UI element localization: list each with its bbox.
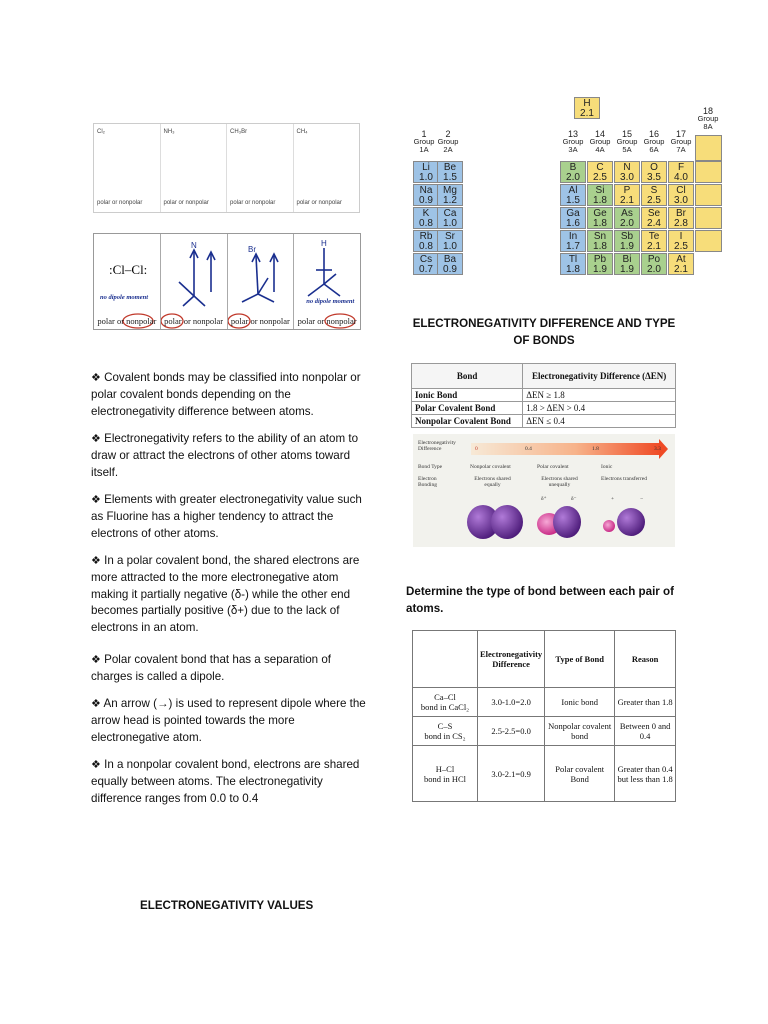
group-header-part: 7A [676,145,686,154]
element-cell [560,207,586,229]
element-symbol: Ge [593,208,607,219]
electronegativity-value: 2.0 [566,172,580,183]
element-symbol: S [650,185,658,196]
group-header [641,130,667,154]
element-cell [641,253,667,275]
bond-cell: Ionic Bond [412,389,523,402]
bonding-desc: Electrons transferred [601,476,647,482]
bond-type: Ionic [601,464,613,470]
answer-choice: polar or nonpolar [164,316,224,326]
element-cell [614,253,640,275]
header-diff: Electronegativity Difference [478,631,545,688]
choice-label: polar or nonpolar [230,200,276,206]
element-symbol: Mg [443,185,457,196]
group-header-part: 16 [648,129,659,139]
diff-cell: ΔEN ≤ 0.4 [523,415,676,428]
diff-cell: 3.0-2.1=0.9 [478,746,545,802]
bullet-6 [91,696,366,746]
electronegativity-value: 1.8 [593,241,607,252]
molecule-label: CH₃Br [230,129,248,135]
element-symbol: Se [647,208,661,219]
group-header-part: 3A [568,145,578,154]
element-symbol: Te [648,231,660,242]
element-cell [587,207,613,229]
group-header-part: Group [697,114,719,123]
bond-type-table [411,363,676,428]
header-type: Type of Bond [545,631,615,688]
electronegativity-value: 2.5 [647,195,661,206]
bullet-5 [91,652,366,686]
element-cell [413,184,439,206]
group-header [435,130,461,154]
type-cell: Ionic bond [545,688,615,717]
electronegativity-value: 2.1 [674,264,688,275]
pair: H–Cl [435,763,455,774]
bullet-marker: ❖ [91,555,101,567]
element-cell [587,253,613,275]
element-symbol: H [583,98,591,109]
electronegativity-value: 4.0 [674,172,688,183]
bullet-marker: ❖ [91,372,101,384]
bullet-marker: ❖ [91,654,101,666]
group-header-part: 14 [594,129,605,139]
group-header-part: Group [616,137,638,146]
molecule-label: NH₃ [163,129,175,135]
electronegativity-value: 1.7 [566,241,580,252]
diff-cell: 2.5-2.5=0.0 [478,717,545,746]
header-pair [413,631,478,688]
electronegativity-value: 2.0 [647,264,661,275]
element-cell [641,184,667,206]
bullet-1 [91,370,366,420]
element-symbol: Sb [620,231,634,242]
bullet-text: Elements with greater electronegativity value such as Fluorine has a higher tendency to attract the electrons of other atoms. [91,493,362,540]
element-symbol: Li [422,162,430,173]
element-symbol: Ba [443,254,457,265]
electronegativity-value: 1.0 [443,241,457,252]
element-cell-empty [695,161,722,183]
electronegativity-value: 1.5 [566,195,580,206]
charge-label: δ⁻ [571,496,577,502]
element-cell [437,253,463,275]
group-header-part: 17 [675,129,686,139]
molecule-label: CH₄ [296,129,308,135]
svg-text::Cl–Cl:: :Cl–Cl: [109,262,148,277]
table-row [412,415,676,428]
electronegativity-value: 0.9 [443,264,457,275]
electronegativity-value: 0.8 [419,241,433,252]
pair-compound: bond in HCl [423,773,467,784]
tick-label: 0 [475,446,478,452]
group-header-part: 5A [622,145,632,154]
element-symbol: Cs [419,254,433,265]
element-symbol: I [679,231,683,242]
bullet-2 [91,431,366,481]
bullet-marker: ❖ [91,698,101,710]
bullet-4 [91,553,366,637]
no-dipole-note: no dipole moment [100,294,149,301]
table-row [413,717,676,746]
element-symbol: As [621,208,633,219]
element-symbol: Ca [443,208,457,219]
electronegativity-value: 2.1 [580,108,594,119]
group-header-part: 15 [621,129,632,139]
bond-type: Polar covalent [537,464,569,470]
element-symbol: Tl [568,254,578,265]
electronegativity-value: 2.4 [647,218,661,229]
element-symbol: Na [419,185,433,196]
element-symbol: P [623,185,631,196]
header-reason: Reason [615,631,676,688]
molecule-orbitals-illustration [413,500,675,547]
element-cell [413,207,439,229]
element-cell [614,161,640,183]
bullet-text: An arrow (→) is used to represent dipole where the arrow head is pointed towards the more electronegative atom. [91,697,366,744]
pair-compound: bond in CaCl₂ [420,702,470,712]
table-row [413,746,676,802]
group-header-part: 2 [445,129,451,139]
table-row [413,688,676,717]
type-cell: Nonpolar covalent bond [545,717,615,746]
electronegativity-value: 2.1 [620,195,634,206]
bullet-marker: ❖ [91,433,101,445]
group-header [411,130,437,154]
group-header-part: Group [437,137,459,146]
element-cell-empty [695,135,722,161]
element-cell [437,161,463,183]
type-cell: Polar covalent Bond [545,746,615,802]
svg-text:N: N [190,241,197,250]
pair: Ca–Cl [434,692,456,702]
table-row [412,402,676,415]
element-cell-empty [695,230,722,252]
charge-label: − [640,496,644,502]
heading-difference: ELECTRONEGATIVITY DIFFERENCE AND TYPE OF BONDS [412,317,676,347]
choice-label: polar or nonpolar [296,200,342,206]
electronegativity-value: 3.0 [674,195,688,206]
group-header [695,107,721,131]
element-cell [560,161,586,183]
element-cell-empty [695,184,722,206]
reason-cell: Between 0 and 0.4 [615,717,676,746]
answer-choice: polar or nonpolar [297,316,357,326]
table-header-row [412,364,676,389]
electronegativity-value: 0.9 [419,195,433,206]
molecule-label: Cl₂ [97,129,105,135]
gradient-bar [471,443,661,455]
bullet-3 [91,492,366,542]
electronegativity-value: 1.0 [419,172,433,183]
charge-label: δ⁺ [541,496,547,502]
bullet-text: Electronegativity refers to the ability of an atom to draw or attract the electrons of other atoms toward itself. [91,432,359,479]
no-dipole-note: no dipole moment [306,298,355,305]
reason-cell: Greater than 1.8 [615,688,676,717]
group-header [614,130,640,154]
electronegativity-value: 0.7 [419,264,433,275]
electronegativity-value: 1.5 [443,172,457,183]
element-cell [560,230,586,252]
element-cell [560,184,586,206]
element-cell [413,230,439,252]
element-symbol: Cl [676,185,686,196]
element-symbol: B [569,162,577,173]
group-header [587,130,613,154]
tick-label: 3.3 [654,446,661,452]
choice-label: polar or nonpolar [97,200,143,206]
element-cell [668,207,694,229]
element-symbol: Pb [593,254,607,265]
heading-electronegativity-values: ELECTRONEGATIVITY VALUES [140,899,314,912]
element-cell [614,230,640,252]
table-header-row [413,631,676,688]
element-symbol: C [596,162,604,173]
reason-cell: Greater than 0.4 but less than 1.8 [615,746,676,802]
element-cell [413,161,439,183]
electronegativity-value: 1.2 [443,195,457,206]
group-header-part: 18 [702,106,713,116]
pair: C–S [437,721,453,731]
element-symbol: Al [568,185,578,196]
heading-determine: Determine the type of bond between each pair of atoms. [406,585,674,615]
group-header-part: Group [413,137,435,146]
electronegativity-value: 1.9 [593,264,607,275]
diff-cell: 3.0-1.0=2.0 [478,688,545,717]
element-cell-h [574,97,600,119]
group-header-part: 2A [443,145,453,154]
group-header-part: 8A [703,122,713,131]
element-cell [587,161,613,183]
bond-cell: Nonpolar Covalent Bond [412,415,523,428]
charge-label: + [611,496,615,502]
element-cell [641,161,667,183]
electronegativity-value: 2.5 [674,241,688,252]
bond-spectrum-figure [413,434,675,547]
group-header-part: 4A [595,145,605,154]
electronegativity-value: 1.8 [593,195,607,206]
bonding-desc: Electrons shared equally [474,476,511,488]
spectrum-label: Electronegativity Difference [418,440,456,452]
element-symbol: K [422,208,430,219]
element-cell-empty [695,207,722,229]
group-header-part: 1 [421,129,427,139]
tick-label: 0.4 [525,446,532,452]
element-cell [641,230,667,252]
pair-cell [413,717,478,746]
bullet-text: Covalent bonds may be classified into nonpolar or polar covalent bonds depending on the electronegativity difference between atoms. [91,371,361,418]
electronegativity-value: 3.5 [647,172,661,183]
electronegativity-value: 3.0 [620,172,634,183]
svg-text:H: H [321,239,328,248]
element-symbol: Si [595,185,605,196]
electronegativity-value: 1.9 [620,241,634,252]
element-symbol: Sn [593,231,607,242]
bullet-text: Polar covalent bond that has a separation of charges is called a dipole. [91,653,331,683]
bonding-desc: Electrons shared unequally [541,476,578,488]
tick-label: 1.8 [592,446,599,452]
electronegativity-value: 1.9 [620,264,634,275]
electronegativity-value: 1.8 [566,264,580,275]
group-header-part: Group [643,137,665,146]
electronegativity-value: 2.0 [620,218,634,229]
pair-compound: bond in CS₂ [424,731,466,741]
element-cell [668,161,694,183]
group-header-part: Group [670,137,692,146]
element-cell [560,253,586,275]
electronegativity-value: 2.1 [647,241,661,252]
bond-type-label: Bond Type [418,464,443,470]
answer-choice: polar or nonpolar [230,316,290,326]
pair-cell [413,746,478,802]
header-en-diff: Electronegativity Difference (ΔEN) [523,364,676,389]
element-symbol: O [650,162,658,173]
bullet-marker: ❖ [91,494,101,506]
choice-label: polar or nonpolar [163,200,209,206]
element-cell [437,230,463,252]
group-header-part: Group [562,137,584,146]
element-cell [668,253,694,275]
table-row [412,389,676,402]
element-cell [668,184,694,206]
element-cell [614,207,640,229]
diff-cell: 1.8 > ΔEN > 0.4 [523,402,676,415]
element-symbol: Po [647,254,661,265]
group-header [668,130,694,154]
bullet-7 [91,757,366,807]
electronegativity-value: 1.6 [566,218,580,229]
bond-cell: Polar Covalent Bond [412,402,523,415]
element-symbol: F [677,162,685,173]
element-cell [437,184,463,206]
element-symbol: Bi [622,254,632,265]
bullet-text: In a polar covalent bond, the shared electrons are more attracted to the more electronegative atom making it partially negative (δ-) while the other end becomes partially positive (δ+) due to the lack of electrons in an atom. [91,554,360,635]
group-header-part: Group [589,137,611,146]
electron-label: Electron Bonding [418,476,437,488]
element-cell [413,253,439,275]
bullet-text: In a nonpolar covalent bond, electrons are shared equally between atoms. The electronegativity difference ranges from 0.0 to 0.4 [91,758,360,805]
group-header-part: 1A [419,145,429,154]
element-symbol: Rb [419,231,433,242]
element-symbol: At [676,254,686,265]
bond-type: Nonpolar covalent [470,464,511,470]
electronegativity-value: 1.8 [593,218,607,229]
element-symbol: Ga [566,208,580,219]
electronegativity-value: 2.5 [593,172,607,183]
diff-cell: ΔEN ≥ 1.8 [523,389,676,402]
group-header [560,130,586,154]
determine-bond-table [412,630,676,802]
electronegativity-value: 0.8 [419,218,433,229]
element-cell [614,184,640,206]
element-cell [587,230,613,252]
element-symbol: In [568,231,578,242]
element-symbol: Be [443,162,457,173]
pair-cell [413,688,478,717]
group-header-part: 13 [567,129,578,139]
element-symbol: Br [676,208,686,219]
element-cell [641,207,667,229]
svg-text:Br: Br [247,245,256,254]
electronegativity-value: 2.8 [674,218,688,229]
electronegativity-value: 1.0 [443,218,457,229]
element-cell [668,230,694,252]
periodic-table [0,0,768,300]
answer-choice: polar or nonpolar [97,316,157,326]
element-symbol: N [623,162,631,173]
element-cell [437,207,463,229]
element-symbol: Sr [445,231,455,242]
header-bond: Bond [412,364,523,389]
group-header-part: 6A [649,145,659,154]
element-cell [587,184,613,206]
bullet-marker: ❖ [91,759,101,771]
